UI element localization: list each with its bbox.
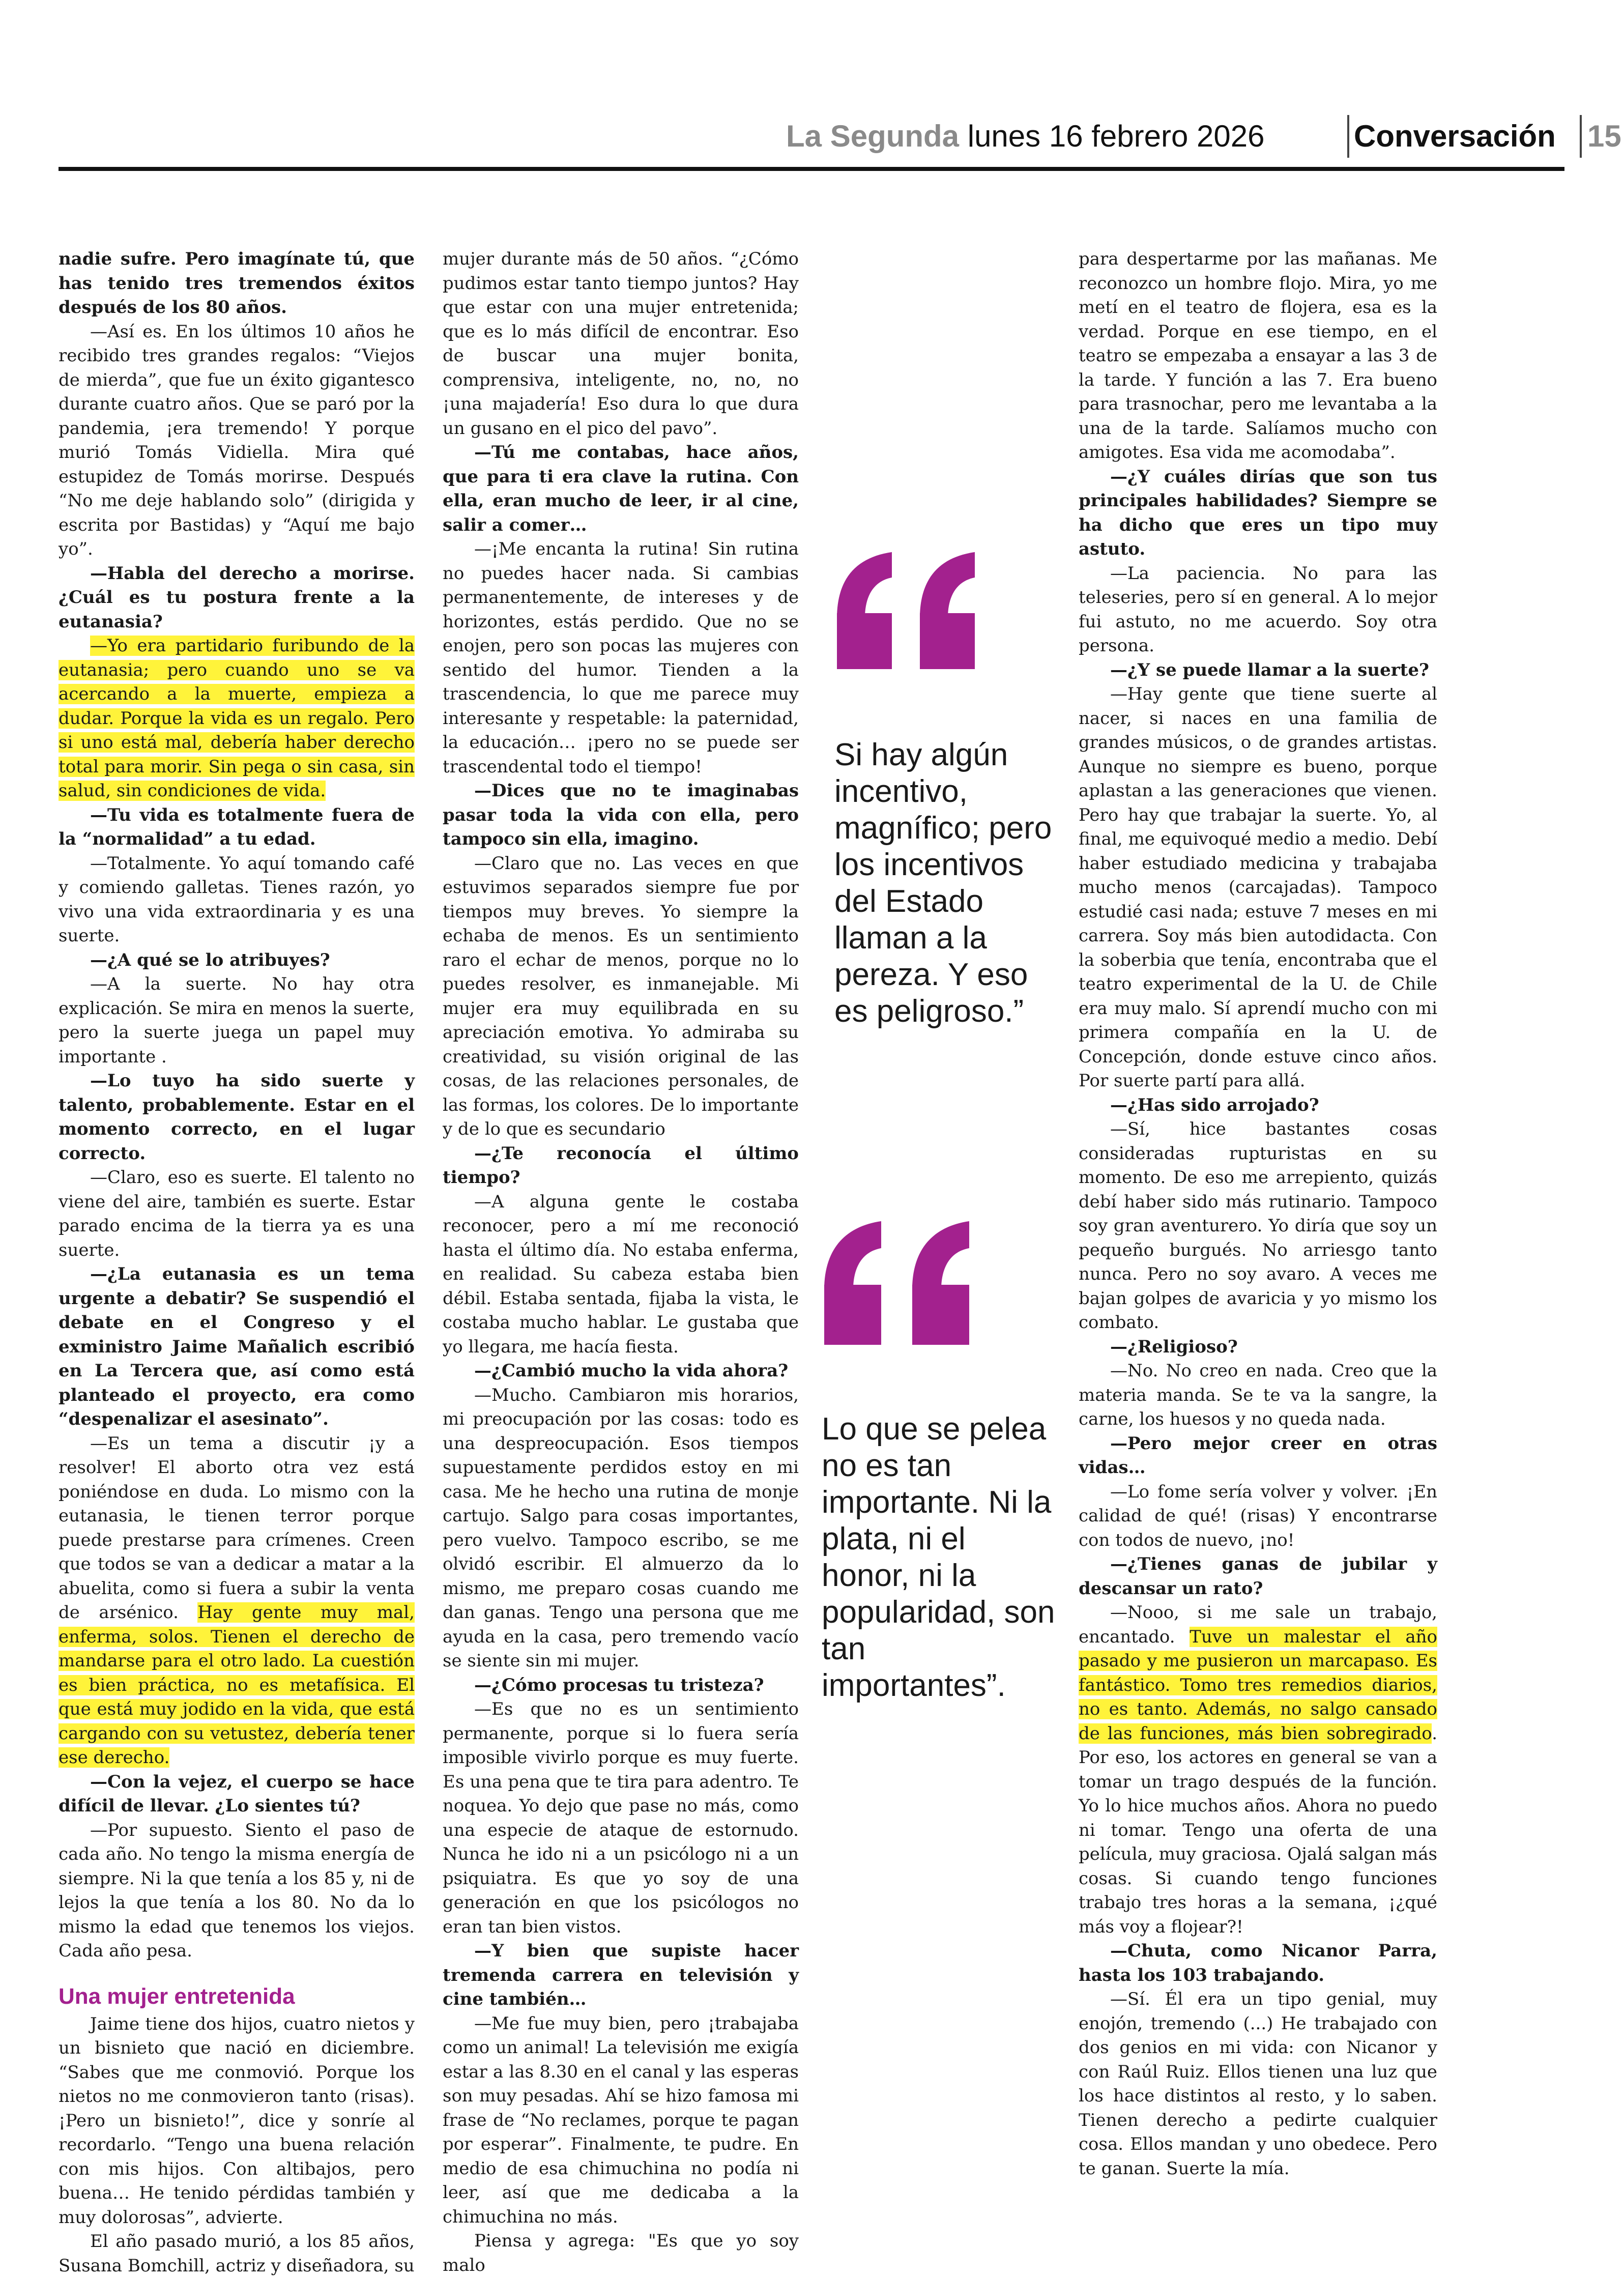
answer: —Totalmente. Yo aquí tomando café y comiendo galletas. Tienes razón, yo vivo una vida extraordinaria y es una suerte. <box>59 853 415 946</box>
answer <box>59 1432 415 1770</box>
question: —¿Cambió mucho la vida ahora? <box>474 1361 789 1381</box>
question: —Dices que no te imaginabas pasar toda la vida con ella, pero tampoco sin ella, imagino. <box>443 781 799 849</box>
question: —¿Tienes ganas de jubilar y descansar un rato? <box>1079 1554 1437 1599</box>
highlighted-text: —Yo era partidario furibundo de la eutanasia; pero cuando uno se va acercando a la muerte, empieza a dudar. Porque la vida es un regalo. Pero si uno está mal, debería haber derecho total para morir. Sin pega o sin casa, sin salud, sin condiciones de vida. <box>59 636 415 801</box>
article-column-4 <box>1079 247 1437 2181</box>
question: —¿Cómo procesas tu tristeza? <box>474 1675 764 1695</box>
question: —¿Y se puede llamar a la suerte? <box>1110 659 1429 680</box>
question: —Pero mejor creer en otras vidas… <box>1079 1433 1437 1478</box>
quote-mark-icon <box>834 550 987 677</box>
question: —¿Y cuáles dirías que son tus principales habilidades? Siempre se ha dicho que eres un tipo muy astuto. <box>1079 466 1437 559</box>
answer: —Lo fome sería volver y volver. ¡En calidad de qué! (risas) Y encontrarse con todos de nuevo, ¡no! <box>1079 1481 1437 1550</box>
answer: —Sí. Él era un tipo genial, muy enojón, tremendo (...) He trabajado con dos genios en mi vida: con Nicanor y con Raúl Ruiz. Ellos tienen una luz que los hace distintos al resto, y lo saben. Tienen derecho a pedirte cualquier cosa. Ellos mandan y uno obedece. Pero te ganan. Suerte la mía. <box>1079 1989 1437 2179</box>
answer: —A alguna gente le costaba reconocer, pero a mí me reconoció hasta el último día. No estaba enferma, en realidad. Su cabeza estaba bien débil. Estaba sentada, fijaba la vista, le costaba mucho hablar. Le gustaba que yo llegara, me hacía fiesta. <box>443 1191 799 1357</box>
question: nadie sufre. Pero imagínate tú, que has tenido tres tremendos éxitos después de los 80 años. <box>59 249 415 318</box>
header-divider <box>1580 115 1582 158</box>
highlighted-text: Tuve un malestar el año pasado y me pusieron un marcapaso. Es fantástico. Tomo tres remedios diarios, no es tanto. Además, no salgo cansado de las funciones, más bien sobregirado <box>1079 1626 1438 1744</box>
answer: —Claro, eso es suerte. El talento no viene del aire, también es suerte. Estar parado encima de la tierra ya es una suerte. <box>59 1167 415 1260</box>
question: —¿La eutanasia es un tema urgente a debatir? Se suspendió el debate en el Congreso y el exministro Jaime Mañalich escribió en La Tercera que, así como está planteado el proyecto, era como “despenalizar el asesinato”. <box>59 1264 415 1429</box>
answer: —La paciencia. No para las teleseries, pero sí en general. A lo mejor fui astuto, no me acuerdo. Soy otra persona. <box>1079 563 1437 656</box>
question: —Chuta, como Nicanor Parra, hasta los 103 trabajando. <box>1079 1941 1437 1985</box>
body-paragraph: para despertarme por las mañanas. Me reconozco un hombre flojo. Mira, yo me metí en el teatro de flojera, esa es la verdad. Porque en ese tiempo, en el teatro se empezaba a ensayar a las 3 de la tarde. Y función a las 7. Era bueno para trasnochar, pero me levantaba a la una de la tarde. Salíamos mucho con amigotes. Esa vida me acomodaba”. <box>1079 249 1437 463</box>
header-divider <box>1347 115 1349 158</box>
publication-name: La Segunda <box>786 119 960 153</box>
body-paragraph: El año pasado murió, a los 85 años, Susana Bomchill, actriz y diseñadora, su <box>59 2231 415 2276</box>
publication-dateline <box>786 111 1265 162</box>
answer: —Claro que no. Las veces en que estuvimos separados siempre fue por tiempos muy breves. Yo siempre la echaba de menos. Es un sentimiento raro el echar de menos, porque no lo puedes resolver, es inmanejable. Mi mujer era muy equilibrada en su apreciación emotiva. Yo admiraba su creatividad, su visión original de las cosas, de las relaciones personales, de las formas, los colores. De lo importante y de lo que es secundario <box>443 853 799 1139</box>
body-paragraph: Jaime tiene dos hijos, cuatro nietos y un bisnieto que nació en diciembre. “Sabes que me conmovió. Porque los nietos no me conmovieron tanto (risas). ¡Pero un bisnieto!”, dice y sonríe al recordarlo. “Tengo una buena relación con mis hijos. Con altibajos, pero buena… He tenido pérdidas también y muy dolorosas”, advierte. <box>59 2013 415 2228</box>
page-header <box>59 111 1621 162</box>
answer-text: —Nooo, si me sale un trabajo, encantado. <box>1079 1602 1437 1647</box>
body-paragraph: mujer durante más de 50 años. “¿Cómo pudimos estar tanto tiempo juntos? Hay que estar con una mujer entretenida; que es lo más difícil de encontrar. Eso de buscar una mujer bonita, comprensiva, inteligente, no, no, no ¡una majadería! Eso dura lo que dura un gusano en el pico del pavo”. <box>443 249 799 439</box>
answer: —Así es. En los últimos 10 años he recibido tres grandes regalos: “Viejos de mierda”, que fue un éxito gigantesco durante cuatro años. Que se paró por la pandemia, ¡era tremendo! Y porque murió Tomás Vidiella. Mira qué estupidez de Tomás morirse. Después “No me deje hablando solo” (dirigida y escrita por Bastidas) y “Aquí me bajo yo”. <box>59 321 415 559</box>
answer: —Hay gente que tiene suerte al nacer, si naces en una familia de grandes músicos, o de grandes artistas. Aunque no siempre es bueno, porque aplastan a las generaciones que vienen. Pero hay que trabajar la suerte. Yo, al final, me equivoqué medio a medio. Debí haber estudiado medicina y trabajaba mucho menos (carcajadas). Tampoco estudié casi nada; estuve 7 meses en mi carrera. Soy más bien autodidacta. Con la soberbia que tenía, encontraba que el teatro experimental de la U. de Chile era muy malo. Sí aprendí mucho con mi primera compañía en la U. de Concepción, donde estuve cinco años. Por suerte partí para allá. <box>1079 684 1437 1091</box>
question: —Habla del derecho a morirse. ¿Cuál es tu postura frente a la eutanasia? <box>59 563 415 632</box>
answer: —No. No creo en nada. Creo que la materia manda. Se te va la sangre, la carne, los huesos y no queda nada. <box>1079 1361 1437 1429</box>
question: —Y bien que supiste hacer tremenda carrera en televisión y cine también… <box>443 1941 799 2009</box>
question: —Tu vida es totalmente fuera de la “normalidad” a tu edad. <box>59 804 415 849</box>
question: —Lo tuyo ha sido suerte y talento, probablemente. Estar en el momento correcto, en el lugar correcto. <box>59 1071 415 1164</box>
answer <box>1079 1601 1437 1939</box>
page-number: 15 <box>1587 119 1621 153</box>
quote-mark-icon <box>822 1219 984 1351</box>
question: —¿A qué se lo atribuyes? <box>90 949 330 970</box>
answer: —Sí, hice bastantes cosas consideradas rupturistas en su momento. De eso me arrepiento, quizás debí haber sido más rutinario. Tampoco soy gran aventurero. Yo diría que soy un pequeño burgués. No arriesgo tanto nunca. Pero no soy avaro. A veces me bajan golpes de avaricia y yo mismo los combato. <box>1079 1119 1437 1333</box>
answer: —Por supuesto. Siento el paso de cada año. No tengo la misma energía de siempre. Ni la que tenía a los 85 y, ni de lejos la que tenía a los 80. No da lo mismo la edad que tenemos los viejos. Cada año pesa. <box>59 1820 415 1961</box>
pull-quote-text: Lo que se pelea no es tan importante. Ni la plata, ni el honor, ni la popularidad, son tan importantes”. <box>822 1411 1055 1703</box>
question: —¿Has sido arrojado? <box>1110 1094 1319 1115</box>
question: —Tú me contabas, hace años, que para ti era clave la rutina. Con ella, eran mucho de leer, ir al cine, salir a comer… <box>443 442 799 535</box>
question: —Con la vejez, el cuerpo se hace difícil de llevar. ¿Lo sientes tú? <box>59 1771 415 1816</box>
answer-text: . Por eso, los actores en general se van a tomar un trago después de la función. Yo lo hice muchos años. Ahora no puedo ni tomar. Tengo una oferta de una película, muy graciosa. Ojalá salgan más cosas. Si cuando tengo funciones trabajo tres horas a la semana, ¡¿qué más voy a flojear?! <box>1079 1723 1437 1937</box>
header-rule <box>59 167 1564 171</box>
answer: —Mucho. Cambiaron mis horarios, mi preocupación por las cosas: todo es una despreocupación. Esos tiempos supuestamente perdidos estoy en mi casa. Me he hecho una rutina de monje cartujo. Salgo para cosas importantes, pero vuelvo. Tampoco escribo, se me olvidó escribir. El almuerzo da lo mismo, me preparo cosas cuando me dan ganas. Tengo una persona que me ayuda en la casa, pero tremendo vacío se siente sin mi mujer. <box>443 1385 799 1671</box>
answer: —Es que no es un sentimiento permanente, porque si lo fuera sería imposible vivirlo porque es muy fuerte. Es una pena que te tira para adentro. Te noquea. Yo dejo que pase no más, como una especie de ataque de estornudo. Nunca he ido ni a un psicólogo ni a un psiquiatra. Es que yo soy de una generación en que los psicólogos no eran tan bien vistos. <box>443 1699 799 1937</box>
answer-text: —Es un tema a discutir ¡y a resolver! El aborto otra vez está poniéndose en duda. Lo mismo con la eutanasia, le tienen terror porque puede prestarse para crímenes. Creen que todos se van a dedicar a matar a la abuelita, como si fuera a subir la venta de arsénico. <box>59 1433 415 1623</box>
subheading: Una mujer entretenida <box>59 1983 295 2009</box>
answer: —Me fue muy bien, pero ¡trabajaba como un animal! La televisión me exigía estar a las 8.30 en el canal y las esperas son muy pesadas. Ahí se hizo famosa mi frase de “No reclames, porque te pagan por esperar”. Finalmente, te pudre. En medio de esa chimuchina no podía ni leer, así que me dedicaba a la chimuchina no más. <box>443 2013 799 2227</box>
article-column-1 <box>59 247 415 2278</box>
pull-quote-1 <box>834 550 1058 1030</box>
pull-quote-2 <box>822 1219 1058 1704</box>
question: —¿Te reconocía el último tiempo? <box>443 1143 799 1188</box>
issue-date: lunes 16 febrero 2026 <box>967 119 1265 153</box>
highlighted-text: Hay gente muy mal, enferma, solos. Tienen el derecho de mandarse para el otro lado. La cuestión es bien práctica, no es metafísica. El que está muy jodido en la vida, que está cargando con su vetustez, debería tener ese derecho. <box>59 1602 415 1768</box>
pull-quote-text: Si hay algún incentivo, magnífico; pero los incentivos del Estado llaman a la pereza. Y eso es peligroso.” <box>834 737 1052 1029</box>
answer <box>59 634 415 803</box>
answer: —¡Me encanta la rutina! Sin rutina no puedes hacer nada. Si cambias permanentemente, de intereses y de horizontes, estás perdido. Que no se enojen, pero son pocas las mujeres con sentido del humor. Tienden a la trascendencia, lo que me parece muy interesante y respetable: la paternidad, la educación… ¡pero no se puede ser trascendental todo el tiempo! <box>443 539 799 777</box>
answer: —A la suerte. No hay otra explicación. Se mira en menos la suerte, pero la suerte juega un papel muy importante . <box>59 974 415 1067</box>
article-column-2 <box>443 247 799 2277</box>
question: —¿Religioso? <box>1110 1336 1238 1357</box>
section-name: Conversación <box>1354 119 1556 153</box>
body-paragraph: Piensa y agrega: "Es que yo soy malo <box>443 2231 799 2275</box>
